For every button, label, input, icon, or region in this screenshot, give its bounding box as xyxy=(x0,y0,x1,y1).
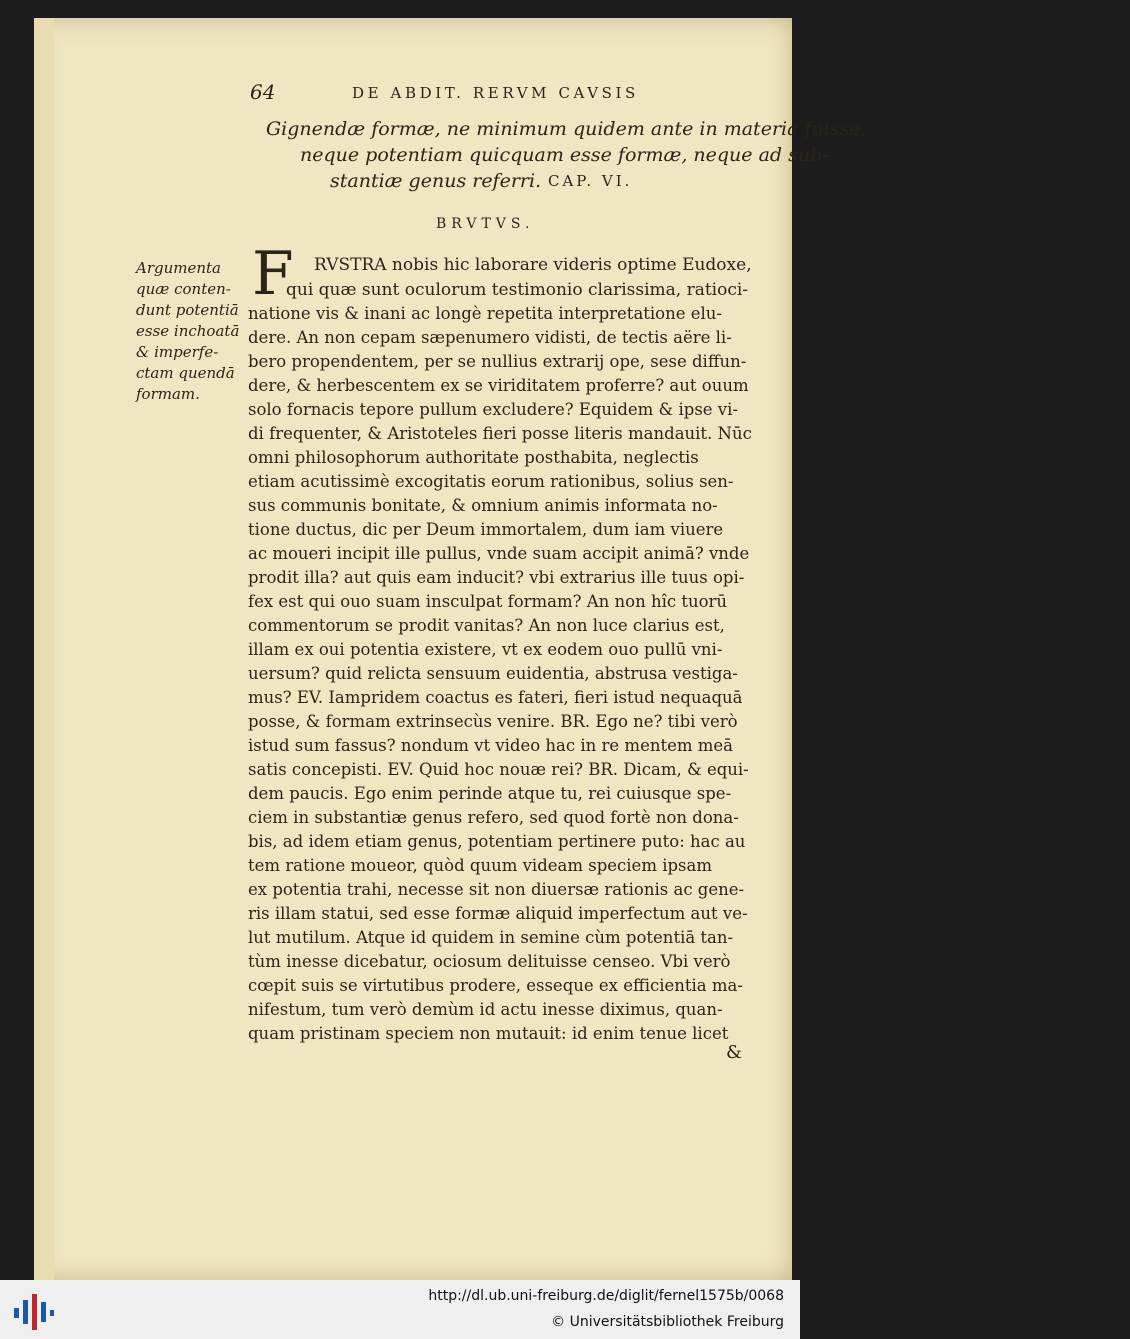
body-line: solo fornacis tepore pullum excludere? Equidem & ipse vi- xyxy=(248,400,738,419)
source-url-link[interactable]: http://dl.ub.uni-freiburg.de/diglit/fernel1575b/0068 xyxy=(428,1288,784,1304)
catchword: & xyxy=(726,1042,743,1063)
speaker-heading: BRVTVS. xyxy=(436,216,535,232)
body-line: qui quæ sunt oculorum testimonio clarissima, ratioci- xyxy=(286,280,749,300)
chapter-title-line: Gignendæ formæ, ne minimum quidem ante in materia fuisse, xyxy=(266,118,867,140)
body-line: etiam acutissimè excogitatis eorum rationibus, solius sen- xyxy=(248,472,734,491)
chapter-number: CAP. VI. xyxy=(548,172,633,190)
chapter-title-line: neque potentiam quicquam esse formæ, neque ad sub- xyxy=(300,144,829,166)
body-line: dere, & herbescentem ex se viriditatem proferre? aut ouum xyxy=(248,376,749,395)
body-line: tione ductus, dic per Deum immortalem, dum iam viuere xyxy=(248,520,724,539)
body-line: dere. An non cepam sæpenumero vidisti, de tectis aëre li- xyxy=(248,328,732,347)
body-line: cœpit suis se virtutibus prodere, esseque ex efficientia ma- xyxy=(248,976,743,995)
page-edge xyxy=(34,18,54,1280)
body-line: istud sum fassus? nondum vt video hac in re mentem meā xyxy=(248,736,733,755)
page-number: 64 xyxy=(250,80,276,104)
body-line: ciem in substantiæ genus refero, sed quod fortè non dona- xyxy=(248,808,739,827)
body-line: omni philosophorum authoritate posthabita, neglectis xyxy=(248,448,699,467)
body-line: nifestum, tum verò demùm id actu inesse diximus, quan- xyxy=(248,1000,723,1019)
body-line: illam ex oui potentia existere, vt ex eodem ouo pullū vni- xyxy=(248,640,723,659)
margin-note-line: ctam quendā xyxy=(136,364,235,382)
body-line: ac moueri incipit ille pullus, vnde suam accipit animā? vnde xyxy=(248,544,750,563)
body-line: satis concepisti. EV. Quid hoc nouæ rei? BR. Dicam, & equi- xyxy=(248,760,749,779)
body-line: commentorum se prodit vanitas? An non luce clarius est, xyxy=(248,616,725,635)
drop-cap: F xyxy=(252,239,294,309)
body-line: tùm inesse dicebatur, ociosum delituisse censeo. Vbi verò xyxy=(248,952,731,971)
body-line: ex potentia trahi, necesse sit non diuersæ rationis ac gene- xyxy=(248,880,745,899)
copyright-notice: © Universitätsbibliothek Freiburg xyxy=(551,1314,784,1330)
body-line: tem ratione moueor, quòd quum videam speciem ipsam xyxy=(248,856,713,875)
margin-note-line: & imperfe- xyxy=(136,343,219,361)
body-line: ris illam statui, sed esse formæ aliquid imperfectum aut ve- xyxy=(248,904,748,923)
body-line: prodit illa? aut quis eam inducit? vbi extrarius ille tuus opi- xyxy=(248,568,745,587)
body-line: fex est qui ouo suam insculpat formam? An non hîc tuorū xyxy=(248,592,728,611)
body-line: posse, & formam extrinsecùs venire. BR. Ego ne? tibi verò xyxy=(248,712,738,731)
margin-note xyxy=(136,258,246,405)
body-line: sus communis bonitate, & omnium animis informata no- xyxy=(248,496,718,515)
body-line: bero propendentem, per se nullius extrarij ope, sese diffun- xyxy=(248,352,747,371)
body-line: mus? EV. Iampridem coactus es fateri, fieri istud nequaquā xyxy=(248,688,743,707)
body-line: lut mutilum. Atque id quidem in semine cùm potentiā tan- xyxy=(248,928,734,947)
viewer-footer xyxy=(0,1280,800,1339)
margin-note-line: esse inchoatā xyxy=(136,322,240,340)
body-line: bis, ad idem etiam genus, potentiam pertinere puto: hac au xyxy=(248,832,746,851)
library-logo-icon xyxy=(14,1294,54,1330)
body-line: di frequenter, & Aristoteles fieri posse literis mandauit. Nūc xyxy=(248,424,752,443)
body-line: uersum? quid relicta sensuum euidentia, abstrusa vestiga- xyxy=(248,664,738,683)
page-header xyxy=(0,62,800,104)
margin-note-line: Argumenta xyxy=(136,259,221,277)
margin-note-line: quæ conten- xyxy=(136,280,231,298)
body-line: quam pristinam speciem non mutauit: id enim tenue licet xyxy=(248,1024,729,1043)
running-title: DE ABDIT. RERVM CAVSIS xyxy=(352,84,639,102)
margin-note-line: dunt potentiā xyxy=(136,301,239,319)
margin-note-line: formam. xyxy=(136,385,200,403)
chapter-title-line: stantiæ genus referri. xyxy=(330,170,542,192)
body-line: RVSTRA nobis hic laborare videris optime Eudoxe, xyxy=(314,255,752,275)
body-line: natione vis & inani ac longè repetita interpretatione elu- xyxy=(248,304,722,323)
body-line: dem paucis. Ego enim perinde atque tu, rei cuiusque spe- xyxy=(248,784,732,803)
